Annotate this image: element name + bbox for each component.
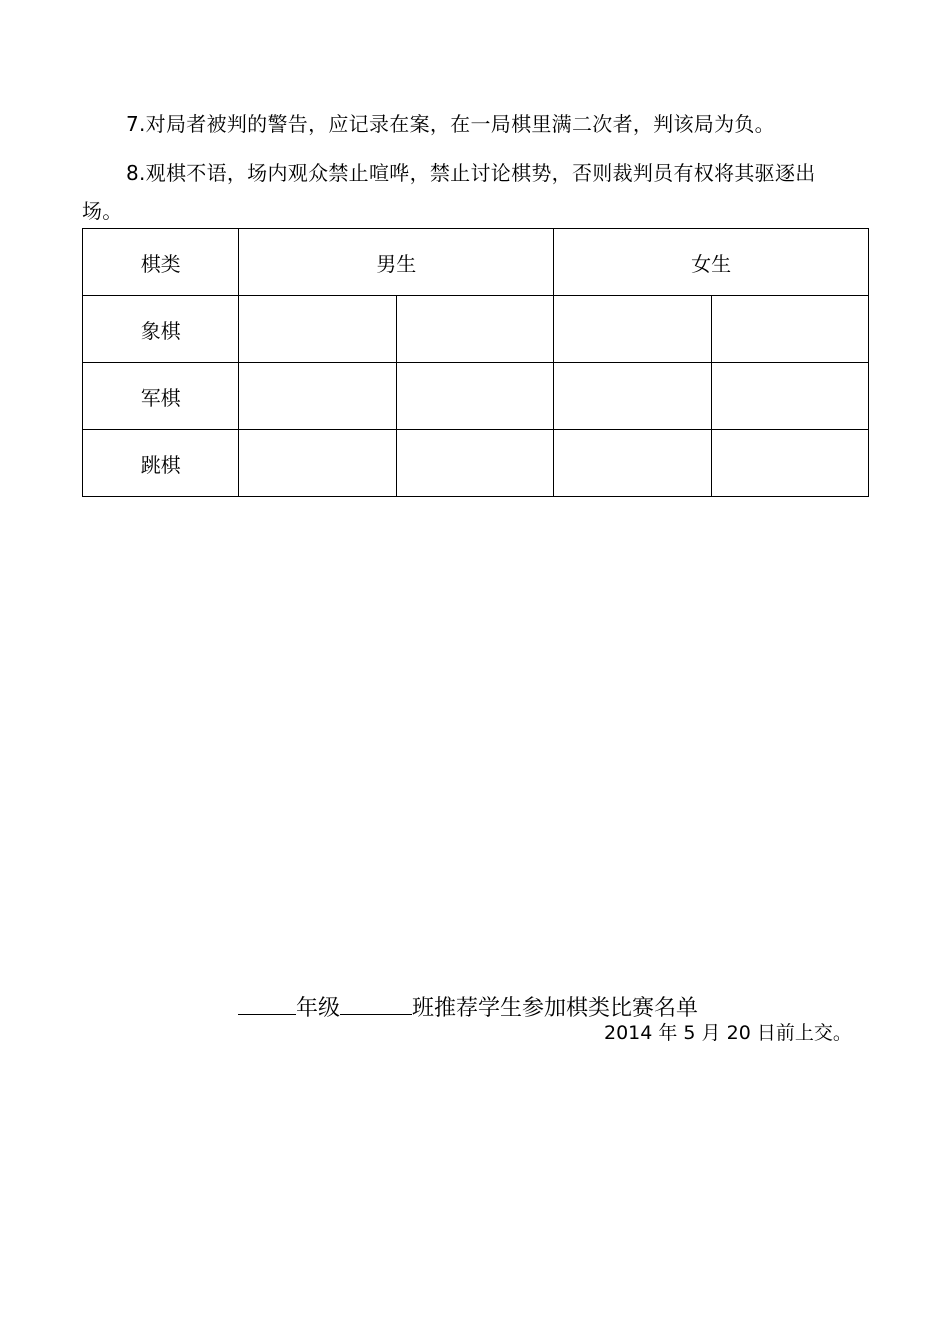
row-category: 象棋 [83,296,239,363]
table-header-row [83,229,869,296]
table-row [83,430,869,497]
row-category: 跳棋 [83,430,239,497]
boys-entry-cell[interactable] [396,363,553,430]
header-boys: 男生 [239,229,554,296]
rule-8-continuation: 场。 [82,199,123,223]
boys-entry-cell[interactable] [396,296,553,363]
table-row [83,363,869,430]
girls-entry-cell[interactable] [554,430,711,497]
grade-label: 年级 [296,996,341,1021]
header-girls: 女生 [554,229,869,296]
class-blank[interactable] [340,992,412,1015]
deadline-note: 2014 年 5 月 20 日前上交。 [604,1022,852,1044]
rule-8: 8.观棋不语，场内观众禁止喧哗，禁止讨论棋势，否则裁判员有权将其驱逐出 [126,161,816,185]
header-category: 棋类 [83,229,239,296]
boys-entry-cell[interactable] [239,363,396,430]
row-category: 军棋 [83,363,239,430]
class-title: 班推荐学生参加棋类比赛名单 [412,996,699,1021]
girls-entry-cell[interactable] [711,363,868,430]
grade-blank[interactable] [238,992,296,1015]
registration-table [82,228,869,497]
girls-entry-cell[interactable] [554,296,711,363]
girls-entry-cell[interactable] [554,363,711,430]
boys-entry-cell[interactable] [239,296,396,363]
girls-entry-cell[interactable] [711,430,868,497]
boys-entry-cell[interactable] [239,430,396,497]
girls-entry-cell[interactable] [711,296,868,363]
boys-entry-cell[interactable] [396,430,553,497]
table-row [83,296,869,363]
rule-7: 7.对局者被判的警告，应记录在案，在一局棋里满二次者，判该局为负。 [126,112,775,136]
